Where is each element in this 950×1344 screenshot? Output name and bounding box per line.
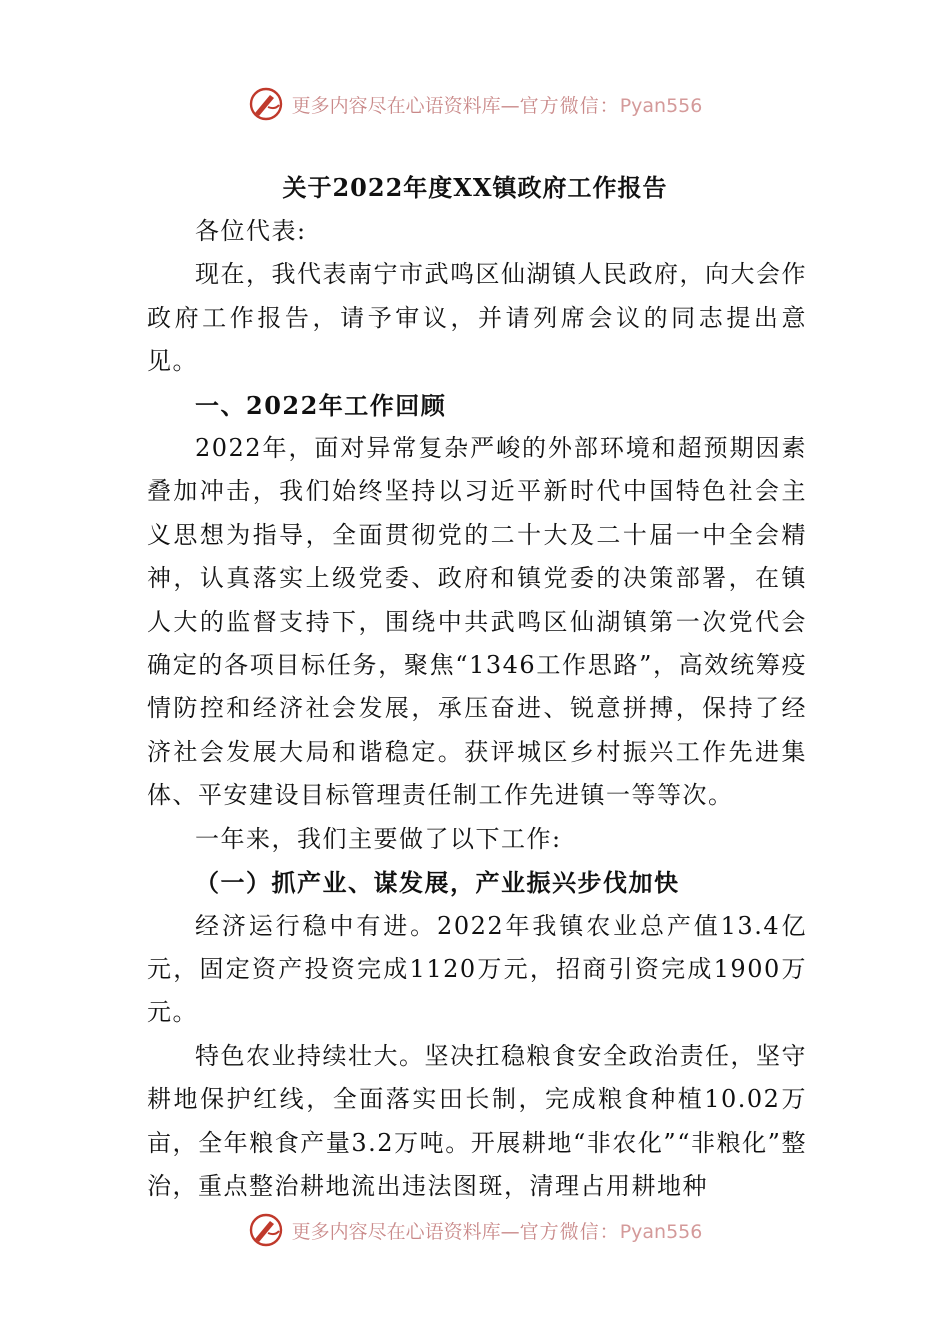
footer-watermark bbox=[0, 1208, 950, 1252]
section-heading: 一、2022年工作回顾 bbox=[195, 390, 447, 420]
paragraph-work-intro: 一年来，我们主要做了以下工作: bbox=[195, 824, 562, 853]
subsection-heading: （一）抓产业、谋发展，产业振兴步伐加快 bbox=[195, 868, 680, 898]
watermark-site: 更多内容尽在心语资料库 bbox=[291, 1220, 501, 1243]
watermark-official: 官方微信： bbox=[519, 94, 620, 117]
document-title: 关于2022年度XX镇政府工作报告 bbox=[282, 173, 668, 202]
watermark-official: 官方微信： bbox=[519, 1220, 620, 1243]
paragraph-intro: 现在，我代表南宁市武鸣区仙湖镇人民政府，向大会作政府工作报告，请予审议，并请列席会议的同志提出意见。 bbox=[147, 260, 807, 376]
watermark-wechat: Pyan556 bbox=[619, 94, 703, 117]
salutation: 各位代表: bbox=[195, 217, 307, 245]
watermark-separator: — bbox=[500, 1220, 520, 1243]
watermark-wechat: Pyan556 bbox=[619, 1220, 703, 1243]
pen-logo-icon bbox=[248, 86, 284, 122]
pen-logo-icon bbox=[248, 1212, 284, 1248]
paragraph-review: 2022年，面对异常复杂严峻的外部环境和超预期因素叠加冲击，我们始终坚持以习近平新时代中国特色社会主义思想为指导，全面贯彻党的二十大及二十届一中全会精神，认真落实上级党委、政府和镇党委的决策部署，在镇人大的监督支持下，围绕中共武鸣区仙湖镇第一次党代会确定的各项目标任务，聚焦“1346工作思路”，高效统筹疫情防控和经济社会发展，承压奋进、锐意拼搏，保持了经济社会发展大局和谐稳定。获评城区乡村振兴工作先进集体、平安建设目标管理责任制工作先进镇一等等次。 bbox=[147, 434, 807, 810]
watermark-site: 更多内容尽在心语资料库 bbox=[291, 94, 501, 117]
watermark-text bbox=[292, 91, 703, 118]
paragraph-economy: 经济运行稳中有进。2022年我镇农业总产值13.4亿元，固定资产投资完成1120万元，招商引资完成1900万元。 bbox=[147, 911, 807, 1027]
paragraph-agriculture: 特色农业持续壮大。坚决扛稳粮食安全政治责任，坚守耕地保护红线，全面落实田长制，完成粮食种植10.02万亩，全年粮食产量3.2万吨。开展耕地“非农化”“非粮化”整治，重点整治耕地流出违法图斑，清理占用耕地种 bbox=[147, 1041, 807, 1200]
document-body bbox=[147, 210, 807, 1208]
header-watermark bbox=[0, 82, 950, 126]
watermark-text bbox=[292, 1217, 703, 1244]
watermark-separator: — bbox=[500, 94, 520, 117]
